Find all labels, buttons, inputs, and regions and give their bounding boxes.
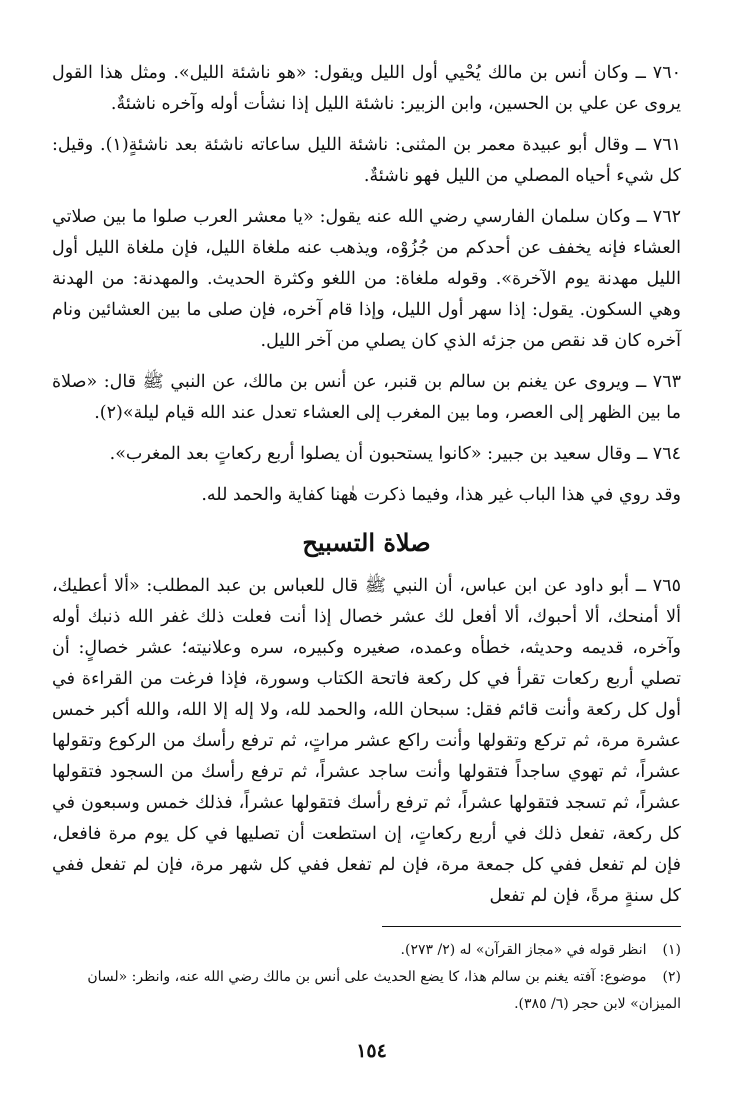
- footnote-1: [52, 937, 681, 964]
- paragraph-763: ٧٦٣ ــ ويروى عن يغنم بن سالم بن قنبر، عن أنس بن مالك، عن النبي ﷺ قال: «صلاة ما بين الظهر إلى العصر، وما بين المغرب إلى العشاء تعدل عند الله قيام ليلة»(٢).: [52, 372, 681, 423]
- paragraph-761: ٧٦١ ــ وقال أبو عبيدة معمر بن المثنى: ناشئة الليل ساعاته ناشئة بعد ناشئةٍ(١). وقيل: كل شيء أحياه المصلي من الليل فهو ناشئةٌ.: [52, 135, 682, 186]
- footnote-number: (٢): [662, 969, 681, 985]
- paragraph-764: ٧٦٤ ــ وقال سعيد بن جبير: «كانوا يستحبون أن يصلوا أربع ركعاتٍ بعد المغرب».: [109, 444, 681, 464]
- closing-note: وقد روي في هذا الباب غير هذا، وفيما ذكرت هٰهنا كفاية والحمد لله.: [201, 485, 681, 505]
- section-title: صلاة التسبيح: [302, 528, 431, 557]
- paragraph-765: ٧٦٥ ــ أبو داود عن ابن عباس، أن النبي ﷺ قال للعباس بن عبد المطلب: «ألا أعطيك، ألا أمنحك، ألا أحبوك، ألا أفعل لك عشر خصال إذا أنت فعلت ذلك غفر الله ذنبك أوله وآخره، قديمه وحديثه، خطأه وعمده، صغيره وكبيره، سره وعلانيته؛ عشر خصالٍ: أن تصلي أربع ركعات تقرأ في كل ركعة فاتحة الكتاب وسورة، فإذا فرغت من القراءة في أول كل ركعة وأنت قائم فقل: سبحان الله، والحمد لله، ولا إله إلا الله، والله أكبر خمس عشرة مرة، ثم تركع وتقولها وأنت راكع عشر مراتٍ، ثم ترفع رأسك من الركوع وتقولها عشراً، ثم تهوي ساجداً فتقولها وأنت ساجد عشراً، ثم ترفع رأسك من السجود فتقولها عشراً، ثم تسجد فتقولها عشراً، ثم ترفع رأسك فتقولها عشراً، فذلك خمس وسبعون في كل ركعة، تفعل ذلك في أربع ركعاتٍ، إن استطعت أن تصليها في كل يوم مرة فافعل، فإن لم تفعل ففي كل جمعة مرة، فإن لم تفعل ففي كل شهر مرة، فإن لم تفعل ففي كل سنةٍ مرةً، فإن لم تفعل: [52, 576, 681, 906]
- paragraph-762: ٧٦٢ ــ وكان سلمان الفارسي رضي الله عنه يقول: «يا معشر العرب صلوا ما بين صلاتي العشاء فإنه يخفف عن أحدكم من جُزُوْه، ويذهب عنه ملغاة الليل، فإن ملغاة الليل أول الليل مهدنة يوم الآخرة». وقوله ملغاة: من اللغو وكثرة الحديث. والمهدنة: من الهدنة وهي السكون. يقول: إذا سهر أول الليل، وإذا قام آخره، فإن صلى ما بين العشائين ونام آخره كان قد نقص من جزئه الذي كان يصلي من آخر الليل.: [52, 207, 681, 351]
- footnote-divider: [382, 926, 681, 927]
- footnote-text: انظر قوله في «مجاز القرآن» له (٢/ ٢٧٣).: [400, 942, 647, 958]
- footnote-text: موضوع: آفته يغنم بن سالم هذا، كا يضع الحديث على أنس بن مالك رضي الله عنه، وانظر: «لسان الميزان» لابن حجر (٦/ ٣٨٥).: [87, 969, 681, 1012]
- paragraph-760: ٧٦٠ ــ وكان أنس بن مالك يُحْيي أول الليل ويقول: «هو ناشئة الليل». ومثل هذا القول يروى عن علي بن الحسين، وابن الزبير: ناشئة الليل إذا نشأت أوله وآخره ناشئةٌ.: [52, 63, 681, 114]
- footnote-2: [52, 964, 681, 1018]
- footnote-number: (١): [662, 942, 681, 958]
- page-number: ١٥٤: [356, 1040, 387, 1062]
